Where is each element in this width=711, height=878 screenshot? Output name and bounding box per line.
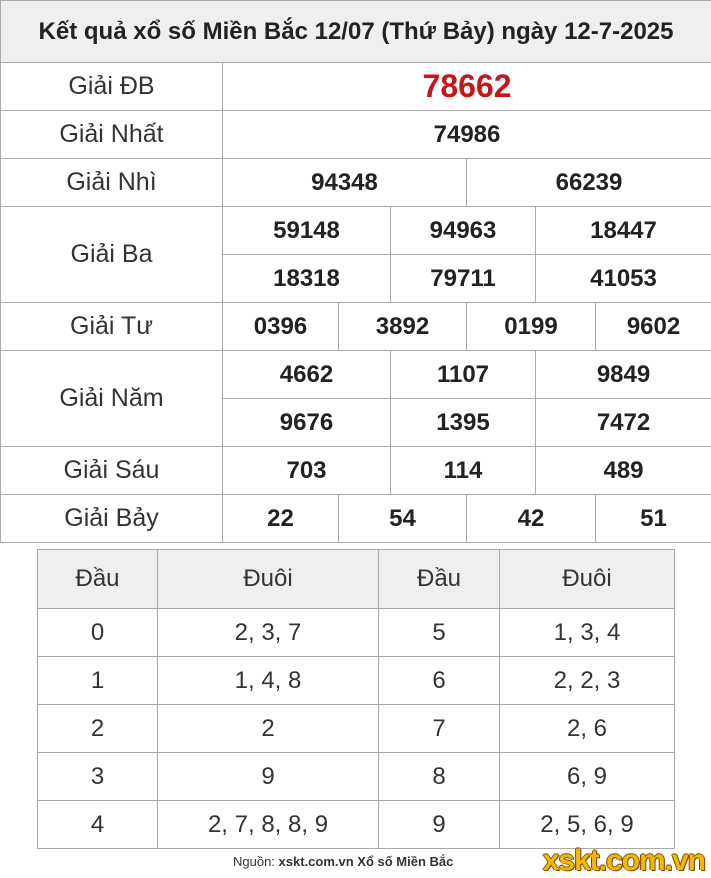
- loto-cell: 2, 7, 8, 8, 9: [158, 801, 379, 849]
- prize-label: Giải Tư: [1, 303, 223, 351]
- prize-label: Giải ĐB: [1, 63, 223, 111]
- loto-cell: 2, 6: [500, 705, 675, 753]
- prize-number: 18318: [223, 255, 391, 303]
- loto-row: [38, 753, 675, 801]
- loto-header-duoi: Đuôi: [500, 550, 675, 609]
- loto-header-row: [38, 550, 675, 609]
- loto-cell: 9: [379, 801, 500, 849]
- loto-header-dau: Đầu: [38, 550, 158, 609]
- prize-label: Giải Năm: [1, 351, 223, 447]
- prize-number: 9602: [596, 303, 711, 351]
- loto-cell: 4: [38, 801, 158, 849]
- prize-number: 94963: [391, 207, 536, 255]
- prize-number: 22: [223, 495, 339, 543]
- footer: [0, 844, 711, 878]
- prize-number: 41053: [536, 255, 711, 303]
- prize-row-tu: [1, 303, 711, 351]
- loto-cell: 1, 4, 8: [158, 657, 379, 705]
- loto-row: [38, 705, 675, 753]
- prize-number: 7472: [536, 399, 711, 447]
- prize-label: Giải Nhất: [1, 111, 223, 159]
- source-site: xskt.com.vn Xổ số Miền Bắc: [278, 854, 454, 869]
- loto-header-duoi: Đuôi: [158, 550, 379, 609]
- loto-cell: 8: [379, 753, 500, 801]
- prize-number: 0396: [223, 303, 339, 351]
- loto-cell: 2, 5, 6, 9: [500, 801, 675, 849]
- source-prefix: Nguồn:: [233, 854, 275, 869]
- site-logo[interactable]: xskt.com.vn: [542, 844, 705, 877]
- prize-row-bay: [1, 495, 711, 543]
- special-prize-number: 78662: [223, 63, 711, 111]
- prize-number: 18447: [536, 207, 711, 255]
- prize-number: 74986: [223, 111, 711, 159]
- loto-header-dau: Đầu: [379, 550, 500, 609]
- prize-number: 59148: [223, 207, 391, 255]
- prize-row-sau: [1, 447, 711, 495]
- loto-cell: 7: [379, 705, 500, 753]
- prize-row-ba: [1, 207, 711, 255]
- prize-number: 114: [391, 447, 536, 495]
- loto-cell: 1: [38, 657, 158, 705]
- prize-number: 1395: [391, 399, 536, 447]
- loto-cell: 6: [379, 657, 500, 705]
- prize-number: 0199: [467, 303, 596, 351]
- prize-row-nhat: [1, 111, 711, 159]
- loto-cell: 5: [379, 609, 500, 657]
- source-credit: [233, 854, 453, 869]
- loto-cell: 2: [158, 705, 379, 753]
- prize-label: Giải Sáu: [1, 447, 223, 495]
- loto-cell: 6, 9: [500, 753, 675, 801]
- prize-row-db: [1, 63, 711, 111]
- prize-number: 54: [339, 495, 467, 543]
- prize-number: 4662: [223, 351, 391, 399]
- loto-row: [38, 801, 675, 849]
- prize-label: Giải Bảy: [1, 495, 223, 543]
- prize-label: Giải Ba: [1, 207, 223, 303]
- loto-cell: 0: [38, 609, 158, 657]
- prize-number: 489: [536, 447, 711, 495]
- loto-row: [38, 657, 675, 705]
- loto-cell: 9: [158, 753, 379, 801]
- prize-number: 66239: [467, 159, 711, 207]
- loto-cell: 1, 3, 4: [500, 609, 675, 657]
- prize-number: 3892: [339, 303, 467, 351]
- prize-number: 79711: [391, 255, 536, 303]
- loto-row: [38, 609, 675, 657]
- loto-cell: 2: [38, 705, 158, 753]
- prize-row-nam: [1, 351, 711, 399]
- prize-number: 51: [596, 495, 711, 543]
- loto-cell: 3: [38, 753, 158, 801]
- prize-number: 9849: [536, 351, 711, 399]
- prize-number: 9676: [223, 399, 391, 447]
- loto-cell: 2, 2, 3: [500, 657, 675, 705]
- loto-cell: 2, 3, 7: [158, 609, 379, 657]
- loto-table: [37, 549, 675, 849]
- page-title: Kết quả xổ số Miền Bắc 12/07 (Thứ Bảy) ngày 12-7-2025: [1, 1, 711, 63]
- prize-number: 1107: [391, 351, 536, 399]
- prize-number: 94348: [223, 159, 467, 207]
- prize-number: 42: [467, 495, 596, 543]
- prize-label: Giải Nhì: [1, 159, 223, 207]
- prize-row-nhi: [1, 159, 711, 207]
- prize-number: 703: [223, 447, 391, 495]
